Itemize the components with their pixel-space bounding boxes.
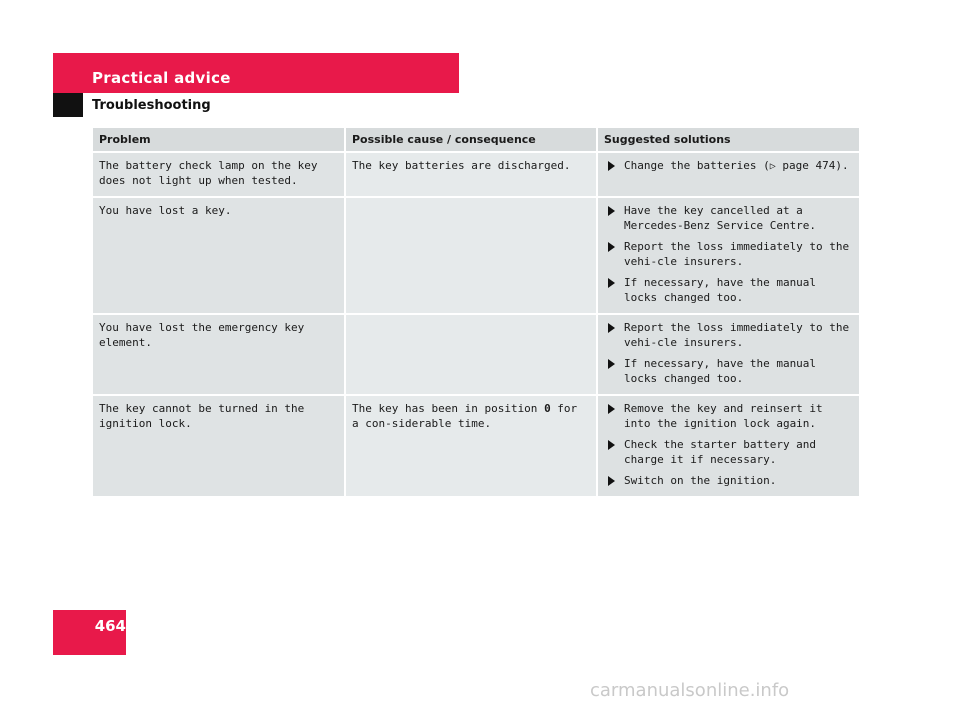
- page-number: 464: [94, 617, 126, 635]
- solution-item: Report the loss immediately to the vehi-cle insurers.: [604, 239, 853, 269]
- cause-cell: [345, 152, 597, 197]
- arrow-right-icon: [608, 161, 615, 171]
- column-header-solutions: Suggested solutions: [597, 128, 859, 152]
- column-header-problem: Problem: [93, 128, 345, 152]
- table-header-row: [93, 128, 859, 152]
- troubleshooting-table: [93, 128, 859, 496]
- solution-item: If necessary, have the manual locks changed too.: [604, 275, 853, 305]
- arrow-right-icon: [608, 404, 615, 414]
- page-reference-icon: ▷: [769, 161, 776, 172]
- arrow-right-icon: [608, 476, 615, 486]
- arrow-right-icon: [608, 242, 615, 252]
- solutions-cell: [597, 152, 859, 197]
- table-row: [93, 395, 859, 496]
- problem-cell: The battery check lamp on the key does not light up when tested.: [93, 152, 345, 197]
- solution-item: Check the starter battery and charge it if necessary.: [604, 437, 853, 467]
- problem-cell: You have lost a key.: [93, 197, 345, 314]
- watermark: carmanualsonline.info: [590, 680, 790, 701]
- solution-item: Change the batteries (▷ page 474).: [604, 158, 853, 174]
- table-row: [93, 314, 859, 395]
- solution-item: Have the key cancelled at a Mercedes-Benz Service Centre.: [604, 203, 853, 233]
- problem-cell: You have lost the emergency key element.: [93, 314, 345, 395]
- column-header-cause: Possible cause / consequence: [345, 128, 597, 152]
- position-value: 0: [544, 402, 551, 415]
- section-marker: [53, 93, 83, 117]
- solutions-cell: [597, 314, 859, 395]
- arrow-right-icon: [608, 440, 615, 450]
- arrow-right-icon: [608, 359, 615, 369]
- table-row: [93, 152, 859, 197]
- chapter-title: Practical advice: [92, 69, 231, 87]
- solution-item: Report the loss immediately to the vehi-cle insurers.: [604, 320, 853, 350]
- solution-item: Switch on the ignition.: [604, 473, 853, 488]
- cause-cell: [345, 314, 597, 395]
- cause-text: The key batteries are discharged.: [352, 159, 571, 172]
- section-title: Troubleshooting: [92, 98, 211, 113]
- solutions-cell: [597, 395, 859, 496]
- arrow-right-icon: [608, 278, 615, 288]
- arrow-right-icon: [608, 206, 615, 216]
- problem-cell: The key cannot be turned in the ignition lock.: [93, 395, 345, 496]
- solution-item: If necessary, have the manual locks changed too.: [604, 356, 853, 386]
- arrow-right-icon: [608, 323, 615, 333]
- table-row: [93, 197, 859, 314]
- cause-cell: [345, 197, 597, 314]
- cause-cell: The key has been in position 0 for a con-siderable time.: [345, 395, 597, 496]
- solutions-cell: [597, 197, 859, 314]
- solution-item: Remove the key and reinsert it into the ignition lock again.: [604, 401, 853, 431]
